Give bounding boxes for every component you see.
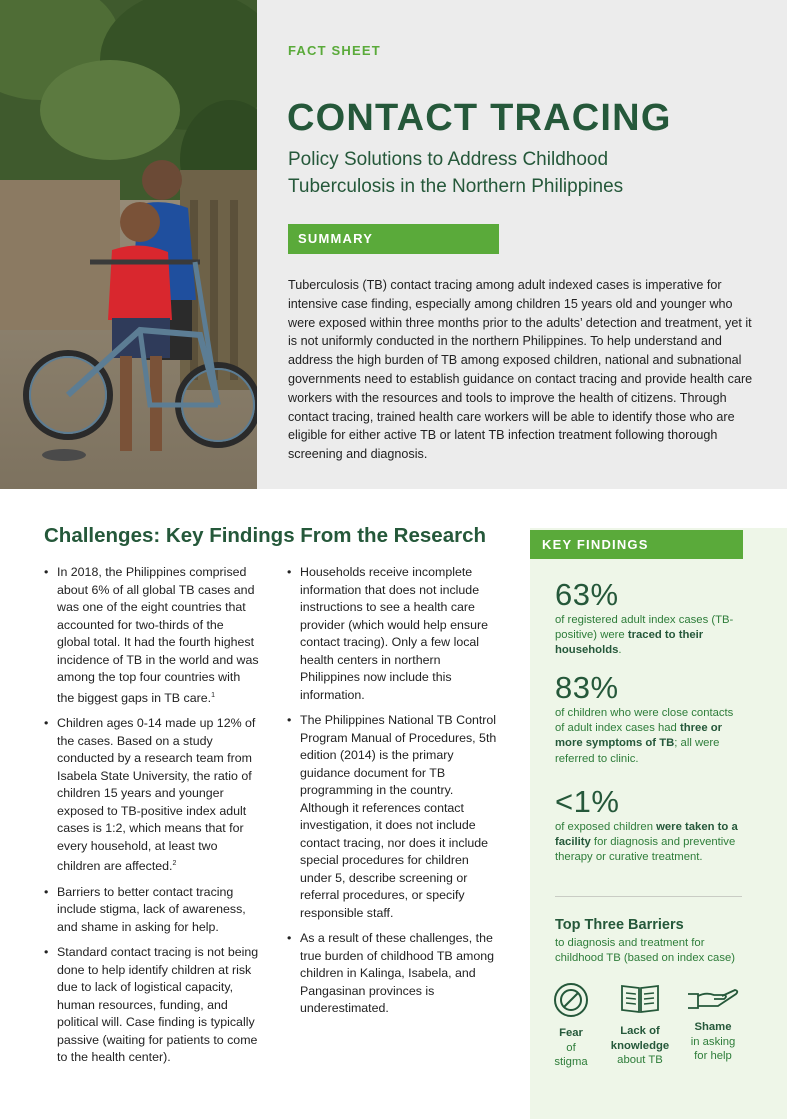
book-icon <box>619 982 661 1016</box>
list-item-text: As a result of these challenges, the true burden of childhood TB among children in Kalinga, Isabela, and Pangasinan provinces is underestimated. <box>300 931 495 1015</box>
barriers-subheading: to diagnosis and treatment for childhood TB (based on index case) <box>555 937 736 964</box>
barrier-label-line: knowledge <box>610 1039 670 1052</box>
list-item <box>287 564 503 704</box>
footnote-ref: 1 <box>211 691 215 699</box>
challenges-heading: Challenges: Key Findings From the Research <box>44 524 486 547</box>
list-item <box>44 944 260 1067</box>
stat-block <box>555 784 745 866</box>
stat-emphasis: traced to their households <box>555 629 704 657</box>
barrier-label: Lack of <box>620 1025 660 1037</box>
challenges-column-right <box>287 564 503 1026</box>
page-title: CONTACT TRACING <box>287 97 672 139</box>
barrier-stigma <box>545 982 597 1070</box>
list-item <box>287 712 503 922</box>
challenges-column-left <box>44 564 260 1075</box>
stat-description <box>555 613 745 659</box>
list-item-text: Children ages 0-14 made up 12% of the cases. Based on a study conducted by a research team from Isabela State University, the ratio of children 15 years and younger exposed to TB-positive index adult cases is 1:2, which means that for every household, at least two children are affected. <box>57 716 256 874</box>
list-item <box>287 930 503 1018</box>
list-item <box>44 715 260 876</box>
barrier-label: Fear <box>559 1027 583 1039</box>
page-subtitle <box>288 146 758 200</box>
barrier-shame <box>684 982 742 1064</box>
subtitle-line-2: Tuberculosis in the Northern Philippines <box>288 176 624 197</box>
list-item-text: Barriers to better contact tracing include stigma, lack of awareness, and shame in asking for help. <box>57 884 246 934</box>
fact-sheet-label: FACT SHEET <box>288 43 381 58</box>
bullet: • <box>287 565 292 579</box>
no-stigma-icon <box>553 982 589 1018</box>
list-item <box>44 564 260 707</box>
summary-heading: SUMMARY <box>288 224 499 254</box>
key-findings-heading: KEY FINDINGS <box>530 530 743 559</box>
summary-paragraph: Tuberculosis (TB) contact tracing among adult indexed cases is imperative for intensive case finding, especially among children 15 years old and younger who were exposed within three months prior to the adults’ detection and treatment, yet it is not uniformly conducted in the northern Philippines. To help understand and address the high burden of TB among exposed children, national and subnational governments need to establish guidance on contact tracing and provide health care workers with the resources and tools to improve the health of citizens. Through contact tracing, trained health care workers will be able to identify those who are eligible for either active TB or latent TB infection treatment following thorough screening and diagnosis. <box>288 278 753 462</box>
stat-value: 63% <box>555 577 619 612</box>
bullet: • <box>287 931 292 945</box>
barrier-label: Shame <box>694 1021 732 1033</box>
stat-block <box>555 577 745 659</box>
bullet: • <box>44 945 49 960</box>
barrier-label-line: of <box>566 1041 576 1054</box>
list-item <box>44 884 260 937</box>
list-item-text: Standard contact tracing is not being done to help identify children at risk due to lack of logistical capacity, human resources, funding, and political will. Case finding is typically passive (waiting for patients to come to the health center). <box>57 945 259 1065</box>
stat-block <box>555 670 745 767</box>
barrier-label-line: stigma <box>554 1056 588 1068</box>
bullet: • <box>44 565 49 579</box>
stat-text: ; all were referred to clinic. <box>555 737 720 765</box>
stat-emphasis: three or more symptoms of TB <box>555 722 723 750</box>
bullet: • <box>44 884 49 899</box>
stat-emphasis: were taken to a facility <box>555 821 738 849</box>
stat-value: <1% <box>555 784 620 819</box>
barrier-knowledge <box>606 982 674 1068</box>
stat-text: of children who were close contacts of adult index cases had <box>555 707 734 735</box>
bullet: • <box>44 716 49 731</box>
header-panel <box>0 0 787 489</box>
subtitle-line-1: Policy Solutions to Address Childhood <box>288 149 609 170</box>
stat-value: 83% <box>555 670 619 705</box>
barrier-label-line: about TB <box>617 1054 663 1066</box>
footnote-ref: 2 <box>172 860 177 868</box>
barrier-label-line: in asking <box>690 1035 736 1048</box>
barriers-heading: Top Three Barriers <box>555 917 684 933</box>
barrier-label-line: for help <box>694 1050 732 1062</box>
stat-text: of registered adult index cases (TB-positive) were <box>555 614 734 642</box>
list-item-text: The Philippines National TB Control Program Manual of Procedures, 5th edition (2014) is the primary guidance document for TB programming in the country. Although it references contact investigation, it does not include contact tracing, nor does it include special procedures for children under 5, describe screening or referral procedures, or specify responsible staff. <box>300 713 497 920</box>
stat-description <box>555 820 745 866</box>
hand-icon <box>686 982 740 1012</box>
stat-description <box>555 706 745 767</box>
stat-text: for diagnosis and preventive therapy or curative treatment. <box>555 836 736 864</box>
bullet: • <box>287 713 292 727</box>
list-item-text: Households receive incomplete information that does not include instructions to see a health care provider (which would help ensure contact tracing). Only a few local health centers in northern Philippines now include this information. <box>300 565 489 702</box>
stat-text: of exposed children <box>555 821 657 833</box>
list-item-text: In 2018, the Philippines comprised about 6% of all global TB cases and was one of the eight countries that accounted for two-thirds of the global total. It had the fourth highest incidence of TB in the world and was among the top four countries with the biggest gaps in TB care. <box>57 565 259 705</box>
cover-photo <box>0 0 257 489</box>
stat-text: . <box>618 644 622 657</box>
divider <box>555 896 742 897</box>
